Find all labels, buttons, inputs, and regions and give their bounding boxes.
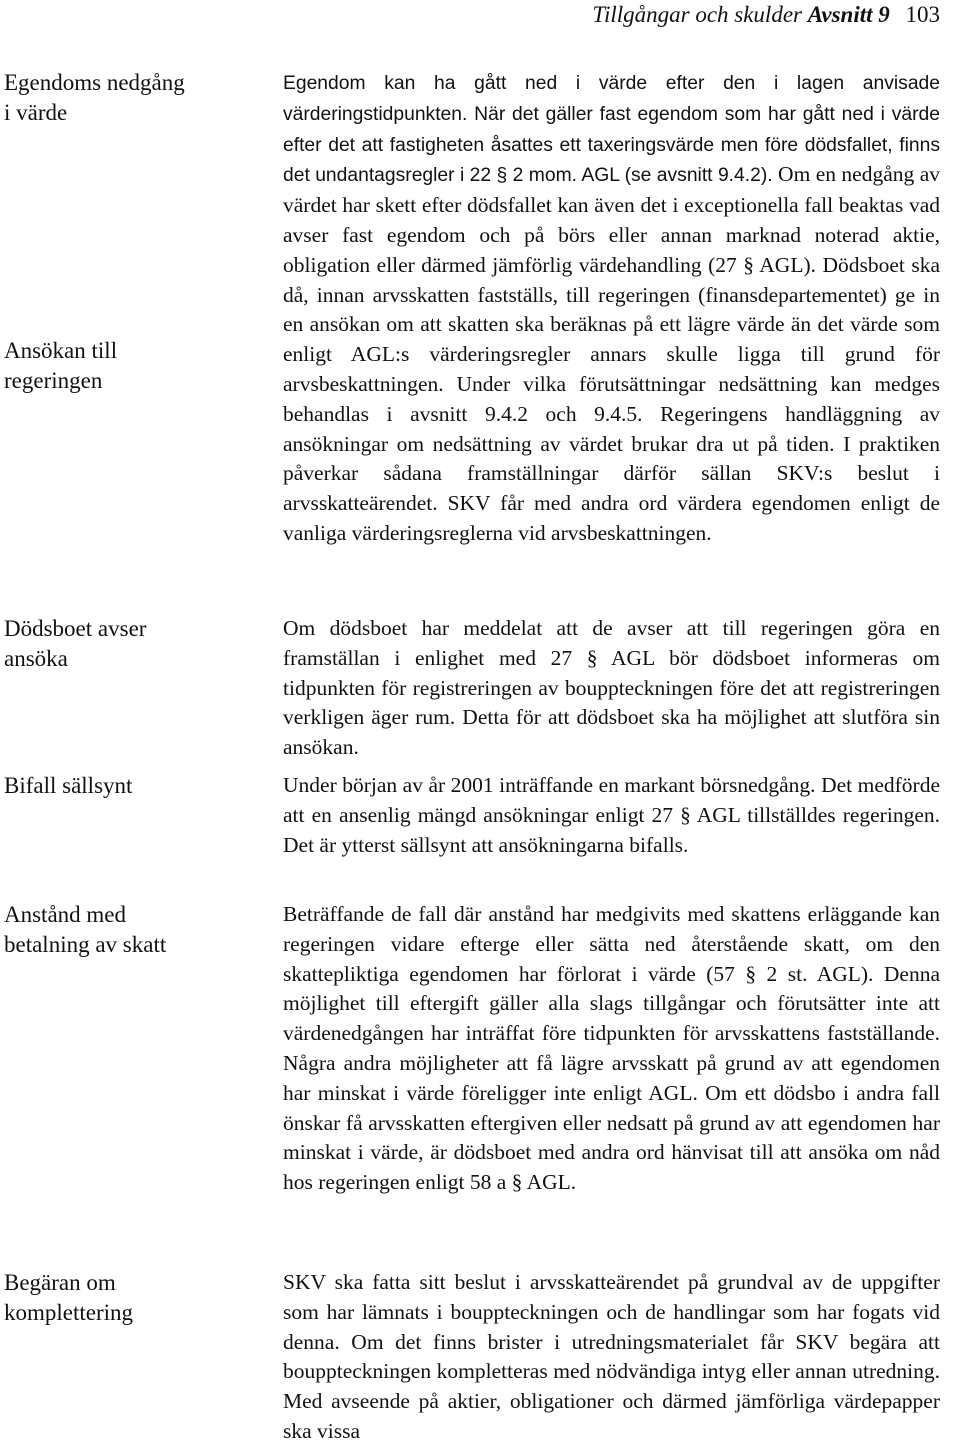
paragraph-bifall-sallsynt: Under början av år 2001 inträffande en markant börsnedgång. Det medförde att en ansenlig mängd ansökningar enligt 27 § AGL tillställdes regeringen. Det är ytterst sällsynt att ansökningarna bifalls. xyxy=(283,773,940,857)
paragraph-anstand-med-betalning: Beträffande de fall där anstånd har medgivits med skattens erläggande kan regeringen vidare efterge eller sätta ned återstående skatt, om den skattepliktiga egendomen har förlorat i värde (57 § 2 st. AGL). Denna möjlighet till eftergift gäller alla slags tillgångar och förutsätter inte att värdenedgången har inträffat före tidpunkten för arvsskattens fastställande. Några andra möjligheter att få lägre arvsskatt på grund av att egendomen har minskat i värde föreligger inte enligt AGL. Om ett dödsbo i andra fall önskar få arvsskatten eftergiven eller nedsatt på grund av att egendomen har minskat i värde, är dödsboet med andra ord hänvisat till att ansöka om nåd hos regeringen enligt 58 a § AGL. xyxy=(283,902,940,1195)
header-section: Avsnitt 9 xyxy=(807,2,890,27)
paragraph-begaran-om-komplettering: SKV ska fatta sitt beslut i arvsskatteärendet på grundval av de uppgifter som har lämnats i bouppteckningen och de handlingar som har fogats vid denna. Om det finns brister i utredningsmaterialet får SKV begära att bouppteckningen kompletteras med nödvändiga intyg eller annan utredning. Med avseende på aktier, obligationer och därmed jämförliga värdepapper ska vissa xyxy=(283,1270,940,1443)
margin-heading-bifall-sallsynt: Bifall sällsynt xyxy=(4,773,133,798)
page-number: 103 xyxy=(905,2,940,27)
margin-heading-anstand-med-betalning: Anstånd med betalning av skatt xyxy=(4,902,167,957)
paragraph-egendoms-nedgang-part-b: Om en nedgång av värdet har skett efter dödsfallet kan även det i exceptionella fall beaktas vad avser fast egendom och på börs eller annan marknad noterad aktie, obligation eller därmed jämförlig värdehandling (27 § AGL). Dödsboet ska då, innan arvsskatten fastställs, till regeringen (finansdepartementet) ge in en ansökan om att skatten ska beräknas på ett lägre värde än det värde som enligt AGL:s värderingsregler annars skulle ligga till grund för arvsbeskattningen. Under vilka förutsättningar nedsättning kan medges behandlas i avsnitt 9.4.2 och 9.4.5. Regeringens handläggning av ansökningar om nedsättning av värdet brukar dra ut på tiden. I praktiken påverkar sådana framställningar därför sällan SKV:s beslut i arvsskatteärendet. SKV får med andra ord värdera egendomen enligt de vanliga värderingsreglerna vid arvsbeskattningen. xyxy=(283,162,940,545)
paragraph-dodsboet-avser-ansoka: Om dödsboet har meddelat att de avser att till regeringen göra en framställan i enlighet med 27 § AGL bör dödsboet informeras om tidpunkten för registreringen av bouppteckningen före det att registreringen verkligen äger rum. Detta för att dödsboet ska ha möjlighet att slutföra sin ansökan. xyxy=(283,616,940,760)
paragraph-egendoms-nedgang xyxy=(283,68,940,549)
margin-heading-dodsboet-avser-ansoka: Dödsboet avser ansöka xyxy=(4,616,147,671)
running-header xyxy=(592,0,940,30)
header-title: Tillgångar och skulder xyxy=(592,2,802,27)
margin-heading-ansokan-till-regeringen: Ansökan till regeringen xyxy=(4,338,118,393)
margin-heading-egendoms-nedgang: Egendoms nedgång i värde xyxy=(4,70,185,125)
margin-heading-begaran-om-komplettering: Begäran om komplettering xyxy=(4,1270,134,1325)
paragraph-egendoms-nedgang-part-a: Egendom kan ha gått ned i värde efter den i lagen anvisade värderingstidpunkten. När det gäller fast egendom som har gått ned i värde efter det att fastigheten åsattes ett taxeringsvärde men före dödsfallet, finns det undantagsregler i 22 § 2 mom. AGL (se avsnitt 9.4.2). xyxy=(283,73,940,187)
